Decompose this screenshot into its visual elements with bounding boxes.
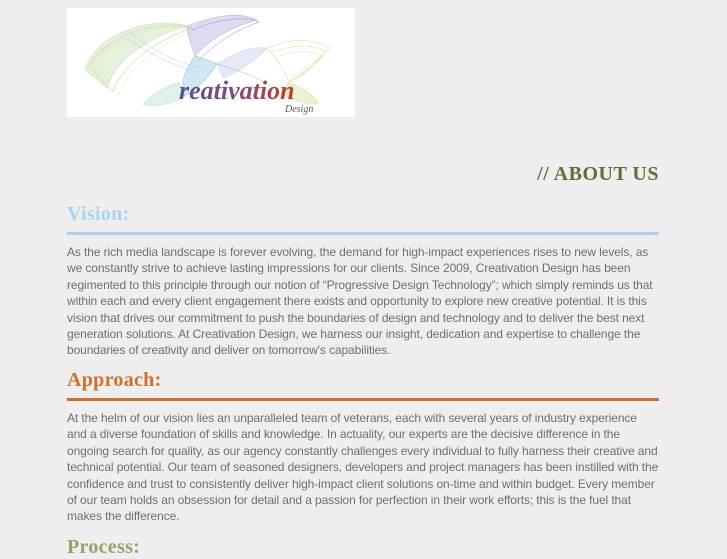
page-title: // ABOUT US <box>537 163 659 185</box>
vision-heading: Vision: <box>67 203 130 225</box>
approach-paragraph: At the helm of our vision lies an unparalleled team of veterans, each with several years of industry experience and a diverse foundation of skills and knowledge. In actuality, our experts are the decisive difference in the ongoing search for quality, as our agency constantly challenges every individual to fully harness their creative and technical potential. Our team of seasoned designers, developers and project managers has been instilled with the confidence and trust to consistently deliver high-impact client solutions on-time and within budget. Every member of our team holds an obsession for detail and a passion for perfection in their work efforts; this is the fuel that makes the difference. <box>67 411 659 524</box>
approach-divider <box>67 398 659 401</box>
creativation-logo[interactable] <box>67 8 355 117</box>
process-heading: Process: <box>67 536 141 558</box>
logo-brand-text: reativation <box>179 76 295 105</box>
vision-divider <box>67 232 659 235</box>
section-process <box>67 536 659 559</box>
section-approach <box>67 369 659 525</box>
section-vision <box>67 203 659 359</box>
approach-heading: Approach: <box>67 369 162 391</box>
logo-brand-subtext: Design <box>285 104 314 115</box>
logo-swirl-art <box>67 8 355 117</box>
vision-paragraph: As the rich media landscape is forever evolving, the demand for high-impact experiences rises to new levels, as we constantly strive to achieve lasting impressions for our clients. Since 2009, Creativation Design has been regimented to this principle through our notion of “Progressive Design Technology”; which simply reminds us that within each and every client engagement there exists and opportunity to explore new creative potential. It is this vision that drives our commitment to push the boundaries of design and technology and to deliver the best next generation solutions. At Creativation Design, we harness our insight, dedication and expertise to challenge the boundaries of creativity and deliver on tomorrow's capabilities. <box>67 245 653 358</box>
